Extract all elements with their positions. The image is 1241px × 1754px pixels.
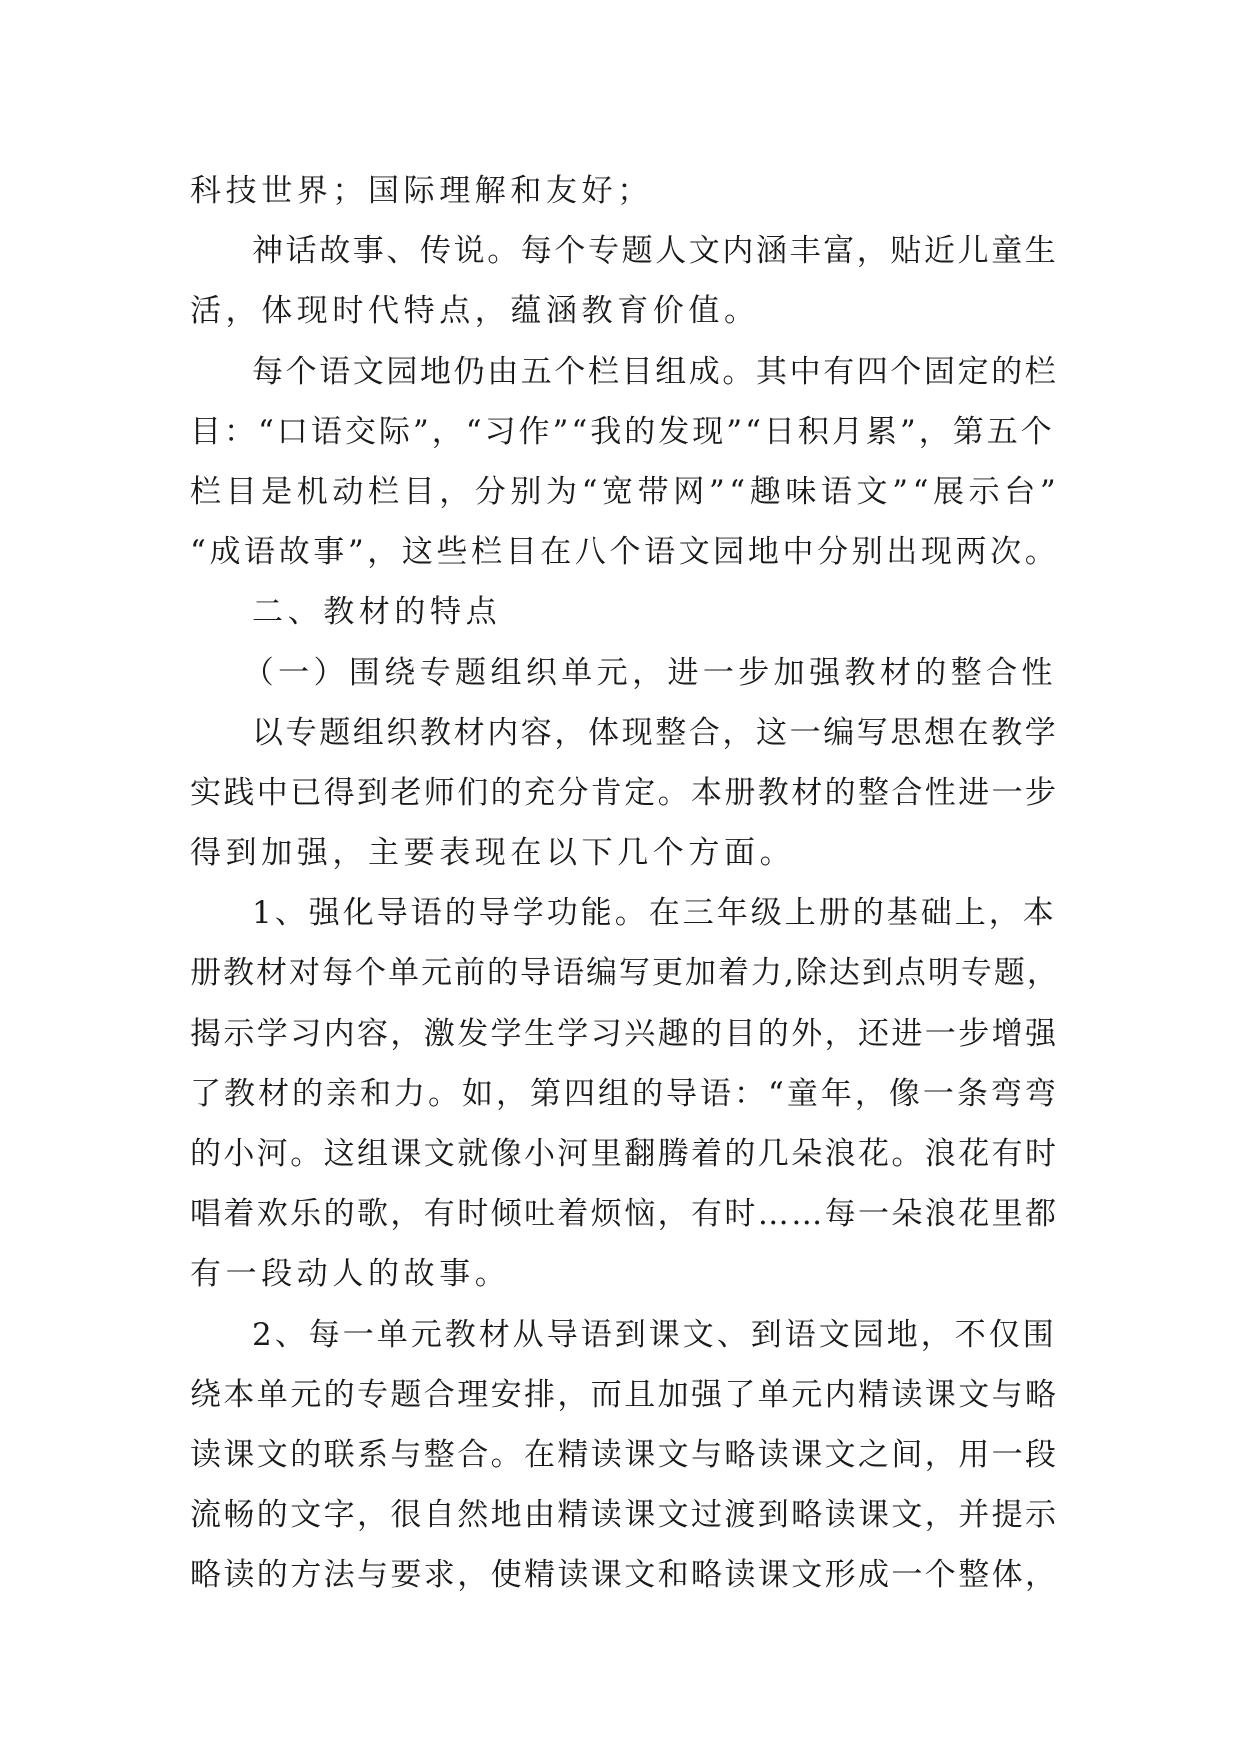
text-line: 二、教材的特点 — [252, 594, 502, 631]
text-line: 读课文的联系与整合。在精读课文与略读课文之间，用一段 — [190, 1436, 1059, 1473]
text-line: 得到加强，主要表现在以下几个方面。 — [190, 835, 796, 872]
text-line: 流畅的文字，很自然地由精读课文过渡到略读课文，并提示 — [190, 1497, 1059, 1534]
text-line: 目：“口语交际”，“习作”“我的发现”“日积月累”，第五个 — [190, 413, 1055, 450]
text-line: 册教材对每个单元前的导语编写更加着力,除达到点明专题， — [190, 955, 1060, 992]
text-line: 以专题组织教材内容，体现整合，这一编写思想在教学 — [252, 714, 1059, 751]
text-line: 1、强化导语的导学功能。在三年级上册的基础上，本 — [252, 895, 1057, 932]
text-line: 实践中已得到老师们的充分肯定。本册教材的整合性进一步 — [190, 774, 1059, 811]
text-line: 2、每一单元教材从导语到课文、到语文园地，不仅围 — [252, 1316, 1057, 1353]
text-line: 活，体现时代特点，蕴涵教育价值。 — [190, 293, 760, 330]
text-line: 了教材的亲和力。如，第四组的导语：“童年，像一条弯弯 — [190, 1075, 1059, 1112]
text-line: 科技世界；国际理解和友好； — [190, 173, 653, 209]
document-body — [190, 161, 1060, 1606]
text-line: “成语故事”，这些栏目在八个语文园地中分别出现两次。 — [190, 534, 1060, 571]
text-line: 略读的方法与要求，使精读课文和略读课文形成一个整体， — [190, 1557, 1059, 1594]
text-line: 唱着欢乐的歌，有时倾吐着烦恼，有时……每一朵浪花里都 — [190, 1196, 1059, 1233]
text-line: 栏目是机动栏目，分别为“宽带网”“趣味语文”“展示台” — [190, 473, 1061, 510]
text-line: 有一段动人的故事。 — [190, 1256, 511, 1293]
text-line: 绕本单元的专题合理安排，而且加强了单元内精读课文与略 — [190, 1376, 1059, 1413]
text-line: 每个语文园地仍由五个栏目组成。其中有四个固定的栏 — [252, 353, 1059, 390]
text-line: 的小河。这组课文就像小河里翻腾着的几朵浪花。浪花有时 — [190, 1136, 1059, 1172]
text-line: 神话故事、传说。每个专题人文内涵丰富，贴近儿童生 — [252, 233, 1059, 270]
text-line: （一）围绕专题组织单元，进一步加强教材的整合性 — [242, 654, 1057, 691]
text-line: 揭示学习内容，激发学生学习兴趣的目的外，还进一步增强 — [190, 1015, 1059, 1052]
